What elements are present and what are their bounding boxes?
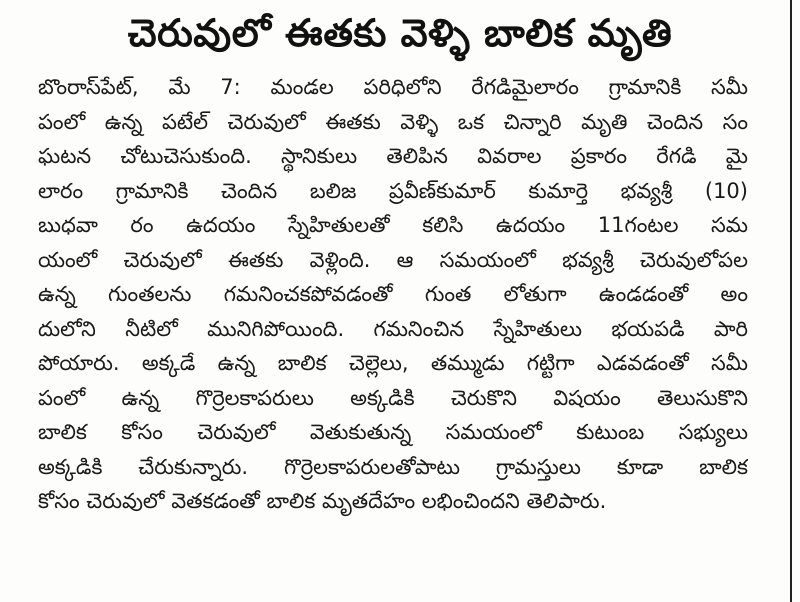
article-line: ఉన్న గుంతలను గమనించకపోవడంతో గుంత లోతుగా ఉండడంతో అం — [38, 282, 748, 306]
article-line: పోయారు. అక్కడే ఉన్న బాలిక చెల్లెలు, తమ్ముడు గట్టిగా ఎడవడంతో సమీ — [38, 351, 748, 375]
article-line: బాలిక కోసం చెరువులో వెతుకుతున్న సమయంలో కుటుంబ సభ్యులు — [38, 420, 748, 444]
article-line: యంలో చెరువులో ఈతకు వెళ్లింది. ఆ సమయంలో భవ్యశ్రీ చెరువులోపల — [38, 247, 748, 272]
article-line: బుధవా రం ఉదయం స్నేహితులతో కలిసి ఉదయం 11గంటల సమ — [38, 213, 748, 237]
article-body — [38, 70, 748, 519]
article-line: పంలో ఉన్న గొర్రెలకాపరులు అక్కడికి చెరుకొని విషయం తెలుసుకొని — [38, 385, 748, 410]
article-line: లారం గ్రామానికి చెందిన బలిజ ప్రవీణ్‌కుమార్ కుమార్తె భవ్యశ్రీ (10) — [38, 178, 748, 203]
cut-off-text-fragment — [330, 0, 490, 4]
article-line: కోసం చెరువులో వెతకడంతో బాలిక మృతదేహం లభించిందని తెలిపారు. — [38, 489, 607, 513]
article-headline: చెరువులో ఈతకు వెళ్ళి బాలిక మృతి — [127, 11, 673, 55]
column-divider — [790, 0, 792, 602]
article-line: అక్కడికి చేరుకున్నారు. గొర్రెలకాపరులతోపాటు గ్రామస్తులు కూడా బాలిక — [38, 454, 748, 479]
article-line: ఘటన చోటుచెసుకుంది. స్థానికులు తెలిపిన వివరాల ప్రకారం రేగడి మై — [38, 144, 748, 168]
article-line: బొంరాస్‌పేట్, మే 7: మండల పరిధిలోని రేగడిమైలారం గ్రామానికి సమీ — [38, 75, 748, 99]
article-line: దులోని నీటిలో మునిగిపోయింది. గమనించిన స్నేహితులు భయపడి పారి — [38, 316, 748, 341]
article-line: పంలో ఉన్న పటేల్ చెరువులో ఈతకు వెళ్ళి ఒక చిన్నారి మృతి చెందిన సం — [38, 109, 748, 134]
clipping-bottom-edge — [0, 585, 790, 602]
